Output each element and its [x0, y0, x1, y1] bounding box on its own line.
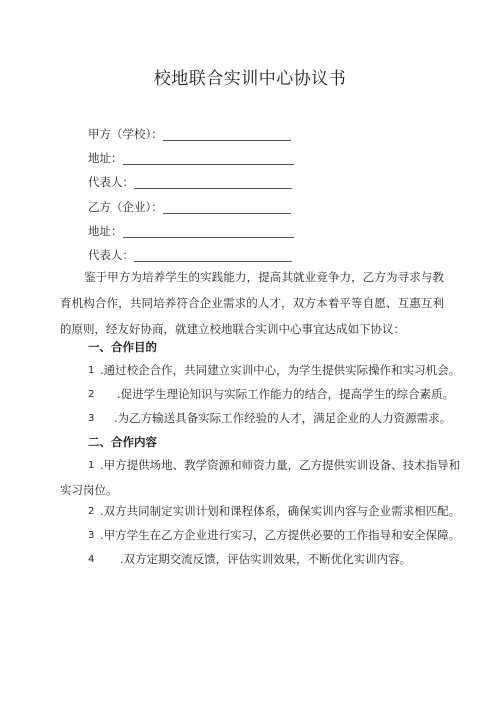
- field-label: 代表人：: [88, 175, 134, 189]
- item-number: 1: [88, 460, 95, 471]
- intro-paragraph: 鉴于甲方为培养学生的实践能力，提高其就业竞争力，乙方为寻求与教育机构合作，共同培养符合企业需求的人才，双方本着平等自愿、互惠互利的原则，经友好协商，就建立校地联合实训中心事宜达成如下协议：: [60, 270, 444, 336]
- item-text: .甲方提供场地、教学资源和师资力量，乙方提供实训设备、技术指导和: [100, 458, 461, 472]
- item-text: .双方定期交流反馈，评估实训效果，不断优化实训内容。: [120, 552, 412, 566]
- field-label: 地址：: [88, 151, 123, 165]
- item-number: 1: [88, 365, 95, 376]
- document-title: 校地联合实训中心协议书: [153, 69, 347, 89]
- item-text: .为乙方输送具备实际工作经验的人才，满足企业的人力资源需求。: [114, 411, 452, 425]
- item-text-continued: 实习岗位。: [60, 483, 118, 497]
- field-label: 代表人：: [88, 248, 134, 262]
- item-text: .甲方学生在乙方企业进行实习，乙方提供必要的工作指导和安全保障。: [100, 528, 461, 542]
- blank-line: [134, 177, 292, 189]
- field-label: 甲方（学校）：: [88, 127, 163, 141]
- field-party-b: [88, 200, 291, 214]
- section-heading-purpose: 一、合作目的: [88, 340, 157, 354]
- blank-line: [123, 226, 294, 238]
- blank-line: [134, 250, 292, 262]
- field-party-b-address: [88, 224, 294, 238]
- blank-line: [123, 153, 294, 165]
- item-text: .通过校企合作，共同建立实训中心，为学生提供实际操作和实习机会。: [100, 363, 461, 377]
- field-label: 地址：: [88, 224, 123, 238]
- item-text: .双方共同制定实训计划和课程体系，确保实训内容与企业需求相匹配。: [100, 504, 461, 518]
- item-number: 3: [88, 413, 95, 424]
- item-number: 3: [88, 530, 95, 541]
- field-party-b-representative: [88, 248, 292, 262]
- blank-line: [163, 202, 291, 214]
- item-number: 4: [88, 554, 95, 565]
- field-party-a: [88, 127, 291, 141]
- item-number: 2: [88, 506, 95, 517]
- item-text: .促进学生理论知识与实际工作能力的结合，提高学生的综合素质。: [117, 387, 455, 401]
- field-party-a-representative: [88, 175, 292, 189]
- blank-line: [163, 129, 291, 141]
- section-heading-content: 二、合作内容: [88, 435, 157, 449]
- field-label: 乙方（企业）：: [88, 200, 163, 214]
- field-party-a-address: [88, 151, 294, 165]
- item-number: 2: [88, 389, 95, 400]
